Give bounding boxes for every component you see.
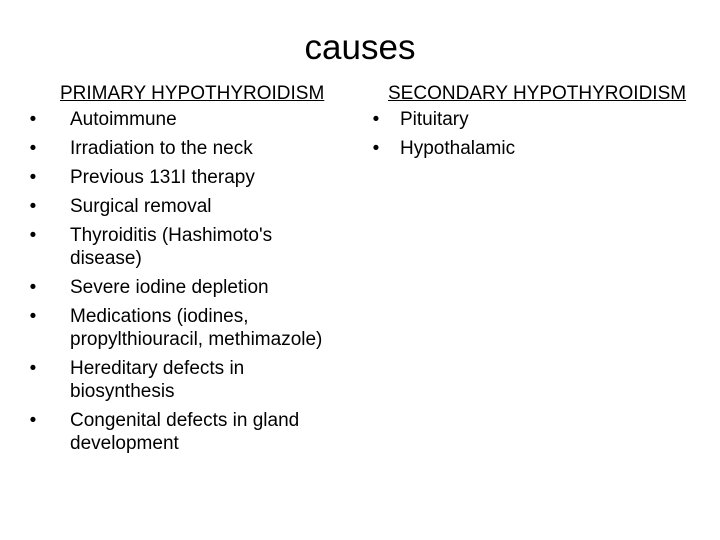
list-item [26, 195, 346, 218]
list-item [26, 137, 346, 160]
bullet-icon: • [29, 167, 37, 188]
list-item-text: Hereditary defects in biosynthesis [70, 358, 245, 402]
bullet-icon: • [29, 196, 37, 217]
list-item [364, 108, 714, 131]
list-item [26, 305, 346, 351]
bullet-icon: • [29, 138, 37, 159]
bullet-icon: • [29, 306, 37, 327]
list-item-text: Hypothalamic [400, 138, 516, 159]
list-item-text: Congenital defects in gland development [70, 410, 300, 454]
list-item [26, 108, 346, 131]
bullet-icon: • [29, 225, 37, 246]
bullet-icon: • [372, 138, 380, 159]
secondary-hypothyroidism-column [364, 82, 714, 166]
list-item-text: Autoimmune [70, 109, 177, 130]
list-item [26, 357, 346, 403]
list-item-text: Medications (iodines, propylthiouracil, methimazole) [70, 306, 323, 350]
primary-hypothyroidism-column [26, 82, 346, 461]
list-item-text: Thyroiditis (Hashimoto's disease) [70, 225, 273, 269]
list-item [364, 137, 714, 160]
bullet-icon: • [29, 410, 37, 431]
bullet-icon: • [372, 109, 380, 130]
slide-title: causes [304, 28, 416, 67]
list-item-text: Pituitary [400, 109, 469, 130]
bullet-icon: • [29, 277, 37, 298]
primary-causes-list [26, 108, 346, 455]
bullet-icon: • [29, 109, 37, 130]
list-item [26, 276, 346, 299]
list-item-text: Severe iodine depletion [70, 277, 269, 298]
list-item [26, 166, 346, 189]
bullet-icon: • [29, 358, 37, 379]
secondary-heading: SECONDARY HYPOTHYROIDISM [388, 83, 687, 104]
secondary-causes-list [364, 108, 714, 160]
list-item-text: Previous 131I therapy [70, 167, 255, 188]
list-item-text: Irradiation to the neck [70, 138, 253, 159]
list-item [26, 224, 346, 270]
list-item [26, 409, 346, 455]
list-item-text: Surgical removal [70, 196, 212, 217]
primary-heading: PRIMARY HYPOTHYROIDISM [60, 83, 325, 104]
